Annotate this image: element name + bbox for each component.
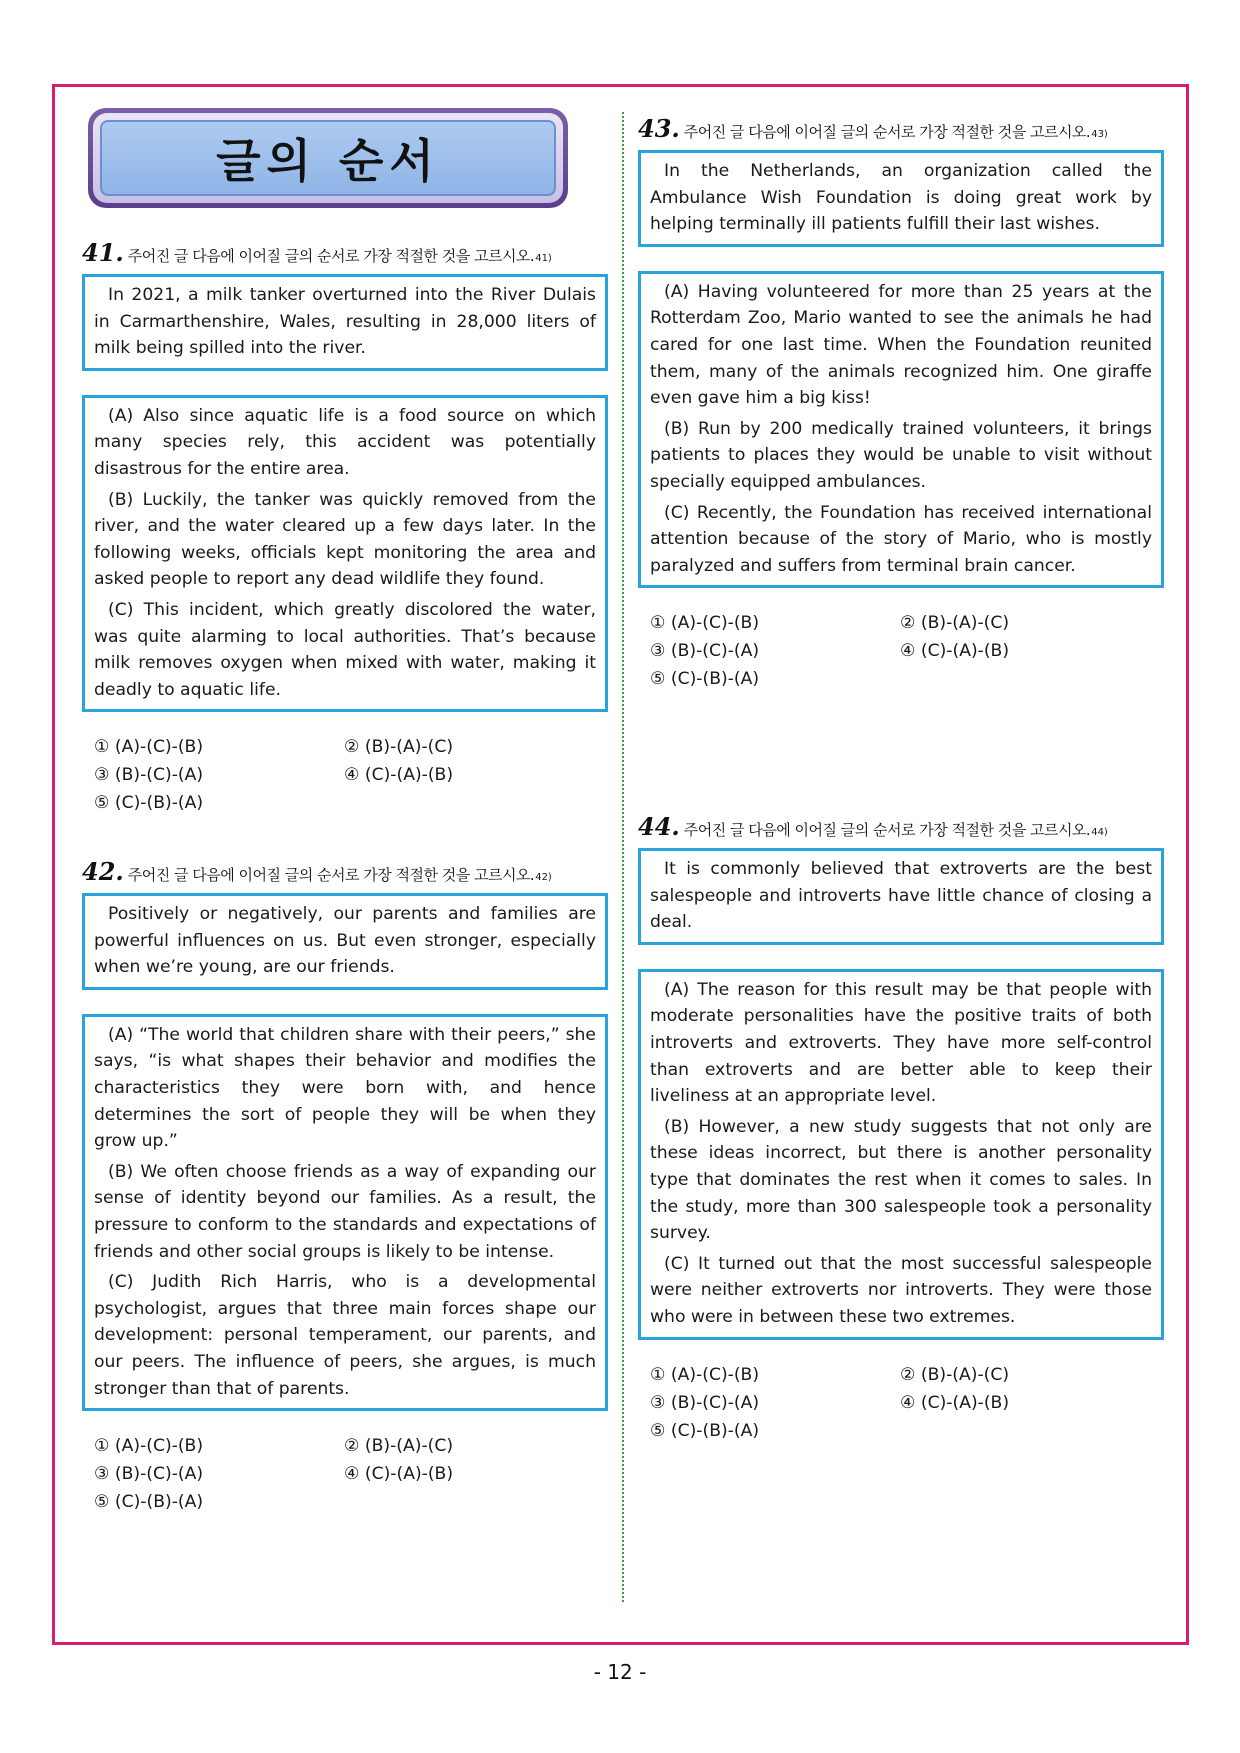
given-passage: In the Netherlands, an organization called the Ambulance Wish Foundation is doing great work by helping terminally ill patients fulfill their last wishes. <box>638 150 1164 247</box>
section-title: 글의 순서 <box>216 134 440 188</box>
paragraph-c: (C) Judith Rich Harris, who is a developmental psychologist, argues that three main forces shape our development: personal temperament, our parents, and our peers. The influence of peers, she argues, is much stronger than that of parents. <box>94 1272 596 1399</box>
footnote-ref: 42) <box>535 872 552 883</box>
question-44 <box>638 812 1164 1444</box>
answer-choices <box>82 1433 608 1515</box>
question-43 <box>638 114 1164 692</box>
choice-1[interactable]: ① (A)-(C)-(B) <box>650 1364 760 1385</box>
footnote-ref: 43) <box>1091 129 1108 140</box>
paragraph-a: (A) “The world that children share with their peers,” she says, “is what shapes their behavior and modifies the characteristics they were born with, and hence determines the sort of people they will be when they grow up.” <box>94 1024 596 1152</box>
question-number: 43. <box>638 114 680 143</box>
footnote-ref: 41) <box>535 253 552 264</box>
question-number: 41. <box>82 238 124 267</box>
choice-2[interactable]: ② (B)-(A)-(C) <box>900 1364 1010 1385</box>
paragraph-b: (B) Run by 200 medically trained volunteers, it brings patients to places they would be unable to visit without specially equipped ambulances. <box>650 418 1152 492</box>
paragraph-a: (A) The reason for this result may be that people with moderate personalities have the positive traits of both introverts and extroverts. They have more self-control than extroverts and are better able to keep their liveliness at an appropriate level. <box>650 979 1152 1107</box>
ordering-paragraphs <box>82 395 608 713</box>
choice-3[interactable]: ③ (B)-(C)-(A) <box>650 1392 760 1413</box>
paragraph-b: (B) However, a new study suggests that not only are these ideas incorrect, but there is another personality type that dominates the rest when it comes to sales. In the study, more than 300 salespeople took a personality survey. <box>650 1116 1152 1244</box>
given-passage: Positively or negatively, our parents and families are powerful influences on us. But even stronger, especially when we’re young, are our friends. <box>82 893 608 990</box>
choice-1[interactable]: ① (A)-(C)-(B) <box>94 1436 204 1457</box>
ordering-paragraphs <box>82 1014 608 1411</box>
answer-choices <box>638 610 1164 692</box>
question-instruction: 주어진 글 다음에 이어질 글의 순서로 가장 적절한 것을 고르시오. <box>127 247 535 265</box>
question-number: 42. <box>82 857 124 886</box>
paragraph-a: (A) Having volunteered for more than 25 years at the Rotterdam Zoo, Mario wanted to see the animals he had cared for one last time. When the Foundation reunited them, many of the animals recognized him. One giraffe even gave him a big kiss! <box>650 281 1152 409</box>
question-header <box>82 238 608 268</box>
question-instruction: 주어진 글 다음에 이어질 글의 순서로 가장 적절한 것을 고르시오. <box>683 123 1091 141</box>
choice-3[interactable]: ③ (B)-(C)-(A) <box>94 765 204 786</box>
choice-3[interactable]: ③ (B)-(C)-(A) <box>650 641 760 662</box>
choice-4[interactable]: ④ (C)-(A)-(B) <box>900 641 1010 662</box>
paragraph-c: (C) It turned out that the most successful salespeople were neither extroverts nor introverts. They were those who were in between these two extremes. <box>650 1253 1152 1327</box>
answer-choices <box>638 1362 1164 1444</box>
choice-5[interactable]: ⑤ (C)-(B)-(A) <box>650 669 760 690</box>
choice-3[interactable]: ③ (B)-(C)-(A) <box>94 1464 204 1485</box>
given-passage: It is commonly believed that extroverts are the best salespeople and introverts have little chance of closing a deal. <box>638 848 1164 945</box>
question-header <box>82 857 608 887</box>
answer-choices <box>82 734 608 816</box>
paragraph-b: (B) We often choose friends as a way of expanding our sense of identity beyond our families. As a result, the pressure to conform to the standards and expectations of friends and other social groups is likely to be intense. <box>94 1161 596 1262</box>
question-number: 44. <box>638 812 680 841</box>
choice-1[interactable]: ① (A)-(C)-(B) <box>650 613 760 634</box>
page-number: - 12 - <box>593 1660 647 1684</box>
paragraph-c: (C) Recently, the Foundation has received international attention because of the story of Mario, who is mostly paralyzed and suffers from terminal brain cancer. <box>650 502 1152 576</box>
choice-4[interactable]: ④ (C)-(A)-(B) <box>900 1392 1010 1413</box>
choice-1[interactable]: ① (A)-(C)-(B) <box>94 737 204 758</box>
choice-2[interactable]: ② (B)-(A)-(C) <box>344 1436 454 1457</box>
choice-2[interactable]: ② (B)-(A)-(C) <box>344 737 454 758</box>
paragraph-a: (A) Also since aquatic life is a food source on which many species rely, this accident was potentially disastrous for the entire area. <box>94 405 596 479</box>
column-divider <box>622 112 624 1602</box>
question-42 <box>82 857 608 1515</box>
question-41 <box>82 238 608 816</box>
choice-5[interactable]: ⑤ (C)-(B)-(A) <box>94 793 204 814</box>
paragraph-c: (C) This incident, which greatly discolored the water, was quite alarming to local authorities. That’s because milk removes oxygen when mixed with water, making it deadly to aquatic life. <box>94 599 596 700</box>
choice-5[interactable]: ⑤ (C)-(B)-(A) <box>94 1492 204 1513</box>
question-header <box>638 114 1164 144</box>
question-instruction: 주어진 글 다음에 이어질 글의 순서로 가장 적절한 것을 고르시오. <box>683 821 1091 839</box>
paragraph-b: (B) Luckily, the tanker was quickly removed from the river, and the water cleared up a few days later. In the following weeks, officials kept monitoring the area and asked people to report any dead wildlife they found. <box>94 489 596 590</box>
given-passage: In 2021, a milk tanker overturned into the River Dulais in Carmarthenshire, Wales, resulting in 28,000 liters of milk being spilled into the river. <box>82 274 608 371</box>
ordering-paragraphs <box>638 271 1164 589</box>
choice-5[interactable]: ⑤ (C)-(B)-(A) <box>650 1420 760 1441</box>
footnote-ref: 44) <box>1091 827 1108 838</box>
section-title-banner <box>88 108 568 208</box>
ordering-paragraphs <box>638 969 1164 1340</box>
choice-4[interactable]: ④ (C)-(A)-(B) <box>344 765 454 786</box>
choice-4[interactable]: ④ (C)-(A)-(B) <box>344 1464 454 1485</box>
question-instruction: 주어진 글 다음에 이어질 글의 순서로 가장 적절한 것을 고르시오. <box>127 866 535 884</box>
question-header <box>638 812 1164 842</box>
choice-2[interactable]: ② (B)-(A)-(C) <box>900 613 1010 634</box>
